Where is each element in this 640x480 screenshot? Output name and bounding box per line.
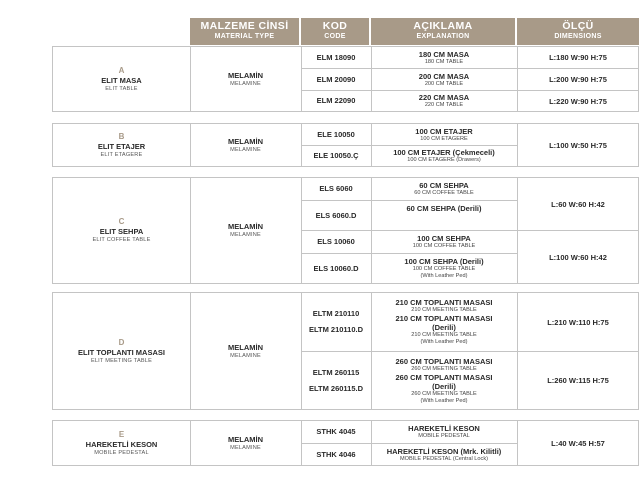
product-name-en: MOBILE PEDESTAL xyxy=(94,449,149,456)
group-letter: B xyxy=(118,131,125,141)
explanation-cell xyxy=(371,178,517,200)
explanation-tr: 100 CM SEHPA (Derili) xyxy=(404,257,484,266)
explanation-tr-note: (Derili) xyxy=(432,323,456,332)
explanation-en: MOBILE PEDESTAL xyxy=(418,433,470,439)
group-letter: A xyxy=(118,65,125,75)
explanation-cell xyxy=(371,91,517,111)
dimensions-cell: L:40 W:45 H:57 xyxy=(551,438,605,448)
product-name: ELIT ETAJER xyxy=(97,141,146,151)
material-cell xyxy=(190,47,301,111)
explanation-en: MOBILE PEDESTAL (Central Lock) xyxy=(400,455,488,462)
material-en: MELAMINE xyxy=(230,444,261,451)
explanation-cell xyxy=(371,69,517,90)
header-material-en: MATERIAL TYPE xyxy=(214,33,275,40)
explanation-tr: 210 CM TOPLANTI MASASI xyxy=(395,314,493,323)
code-2: ELTM 210110.D xyxy=(308,325,364,334)
material-en: MELAMINE xyxy=(230,352,261,359)
explanation-en: 260 CM MEETING TABLE xyxy=(411,390,477,397)
product-name: HAREKETLİ KESON xyxy=(85,439,158,449)
header-explanation-en: EXPLANATION xyxy=(416,33,470,40)
explanation-tr: 260 CM TOPLANTI MASASI xyxy=(395,372,493,382)
product-title xyxy=(53,293,190,409)
code-cell: ELE 10050 xyxy=(317,129,355,139)
explanation-en: 100 CM COFFEE TABLE xyxy=(412,243,476,249)
product-title xyxy=(53,47,190,111)
code-cell xyxy=(301,293,371,351)
header-code-tr: KOD xyxy=(322,20,348,32)
material-tr: MELAMİN xyxy=(228,70,263,80)
code-cell: STHK 4045 xyxy=(316,427,356,436)
product-name: ELIT SEHPA xyxy=(99,227,144,236)
header-material-tr: MALZEME CİNSİ xyxy=(200,20,289,32)
explanation-tr: 100 CM ETAJER xyxy=(415,126,473,136)
material-tr: MELAMİN xyxy=(228,342,263,352)
code-cell: ELS 10060.D xyxy=(313,263,359,273)
explanation-tr: 210 CM TOPLANTI MASASI xyxy=(395,298,493,307)
explanation-cell xyxy=(371,352,517,409)
explanation-cell xyxy=(371,444,517,465)
explanation-tr: 200 CM MASA xyxy=(418,71,470,81)
explanation-tr: HAREKETLİ KESON xyxy=(408,424,480,433)
group-c xyxy=(52,177,639,284)
material-en: MELAMINE xyxy=(230,232,261,238)
code-1: ELTM 210110 xyxy=(312,309,360,318)
explanation-en: 60 CM COFFEE TABLE xyxy=(414,190,474,196)
explanation-cell xyxy=(371,47,517,68)
material-en: MELAMINE xyxy=(230,146,261,153)
group-e xyxy=(52,420,639,466)
product-name-en: ELIT COFFEE TABLE xyxy=(92,237,151,243)
product-name: ELIT TOPLANTI MASASI xyxy=(78,347,165,357)
explanation-tr: 100 CM SEHPA xyxy=(417,234,471,243)
explanation-tr: 60 CM SEHPA (Derili) xyxy=(406,204,482,213)
product-name: ELIT MASA xyxy=(101,75,142,85)
code-cell: ELE 10050.Ç xyxy=(313,151,359,160)
explanation-en: 200 CM TABLE xyxy=(424,80,464,87)
group-d xyxy=(52,292,639,410)
explanation-cell xyxy=(371,124,517,145)
dimensions-cell: L:180 W:90 H:75 xyxy=(549,53,607,62)
code-1: ELTM 260115 xyxy=(312,367,360,377)
explanation-en: 100 CM ETAGERE xyxy=(420,135,468,142)
material-tr: MELAMİN xyxy=(228,136,263,146)
product-title xyxy=(53,178,190,283)
explanation-cell xyxy=(371,146,517,166)
code-cell: ELM 18090 xyxy=(316,52,356,62)
dimensions-cell: L:100 W:60 H:42 xyxy=(549,252,607,262)
explanation-cell xyxy=(371,231,517,253)
material-cell xyxy=(190,421,301,465)
explanation-cell xyxy=(371,421,517,443)
explanation-en-note: (With Leather Ped) xyxy=(420,339,468,345)
explanation-tr: 260 CM TOPLANTI MASASI xyxy=(395,356,493,366)
material-tr: MELAMİN xyxy=(228,222,263,231)
code-2: ELTM 260115.D xyxy=(308,383,364,393)
code-cell xyxy=(301,352,371,409)
explanation-en-note: (With Leather Ped) xyxy=(420,273,468,279)
header-explanation xyxy=(371,18,515,45)
product-name-en: ELIT TABLE xyxy=(105,85,138,92)
explanation-tr: 180 CM MASA xyxy=(418,49,470,59)
explanation-cell xyxy=(371,254,517,283)
explanation-en: 100 CM COFFEE TABLE xyxy=(412,266,476,272)
header-code-en: CODE xyxy=(324,33,346,40)
explanation-tr: 60 CM SEHPA xyxy=(419,181,469,190)
group-letter: E xyxy=(118,429,125,439)
explanation-tr: 100 CM ETAJER (Çekmeceli) xyxy=(393,148,495,157)
explanation-en: 180 CM TABLE xyxy=(424,58,464,65)
product-name-en: ELIT MEETING TABLE xyxy=(90,357,153,364)
code-cell: ELS 10060 xyxy=(317,237,355,246)
dimensions-cell: L:100 W:50 H:75 xyxy=(549,140,607,150)
code-cell: STHK 4046 xyxy=(316,449,356,459)
explanation-tr-note: (Derili) xyxy=(432,381,456,391)
group-b xyxy=(52,123,639,167)
dimensions-cell: L:220 W:90 H:75 xyxy=(549,96,607,106)
explanation-en: 210 CM MEETING TABLE xyxy=(411,307,477,313)
code-cell: ELM 22090 xyxy=(316,96,356,105)
material-cell xyxy=(190,124,301,166)
header-dimensions-tr: ÖLÇÜ xyxy=(562,20,594,32)
group-letter: C xyxy=(118,217,125,226)
explanation-en-note: (With Leather Ped) xyxy=(420,397,468,404)
explanation-en: 100 CM ETAGERE (Drawers) xyxy=(407,157,481,163)
explanation-tr: HAREKETLİ KESON (Mrk. Kilitli) xyxy=(386,446,502,456)
explanation-en: 210 CM MEETING TABLE xyxy=(411,332,477,338)
explanation-cell xyxy=(371,201,517,230)
explanation-cell xyxy=(371,293,517,351)
header-dimensions-en: DIMENSIONS xyxy=(554,33,602,40)
explanation-tr: 220 CM MASA xyxy=(418,93,470,102)
dimensions-cell: L:60 W:60 H:42 xyxy=(551,199,605,209)
dimensions-cell: L:210 W:110 H:75 xyxy=(547,317,609,327)
material-cell xyxy=(190,293,301,409)
product-name-en: ELIT ETAGERE xyxy=(100,151,143,158)
material-tr: MELAMİN xyxy=(228,434,263,444)
explanation-en: 260 CM MEETING TABLE xyxy=(411,365,477,372)
material-cell xyxy=(190,178,301,283)
dimensions-cell: L:260 W:115 H:75 xyxy=(547,376,609,385)
code-cell: ELS 6060 xyxy=(319,184,353,193)
product-title xyxy=(53,124,190,166)
code-cell: ELM 20090 xyxy=(316,74,356,84)
dimensions-cell: L:200 W:90 H:75 xyxy=(549,75,607,84)
header-code xyxy=(301,18,369,45)
group-a xyxy=(52,46,639,112)
material-en: MELAMINE xyxy=(230,80,261,87)
group-letter: D xyxy=(118,337,125,347)
header-material xyxy=(190,18,299,45)
header-explanation-tr: AÇIKLAMA xyxy=(413,20,473,32)
explanation-en: 220 CM TABLE xyxy=(424,102,464,108)
product-title xyxy=(53,421,190,465)
code-cell: ELS 6060.D xyxy=(315,210,357,220)
header-dimensions xyxy=(517,18,639,45)
